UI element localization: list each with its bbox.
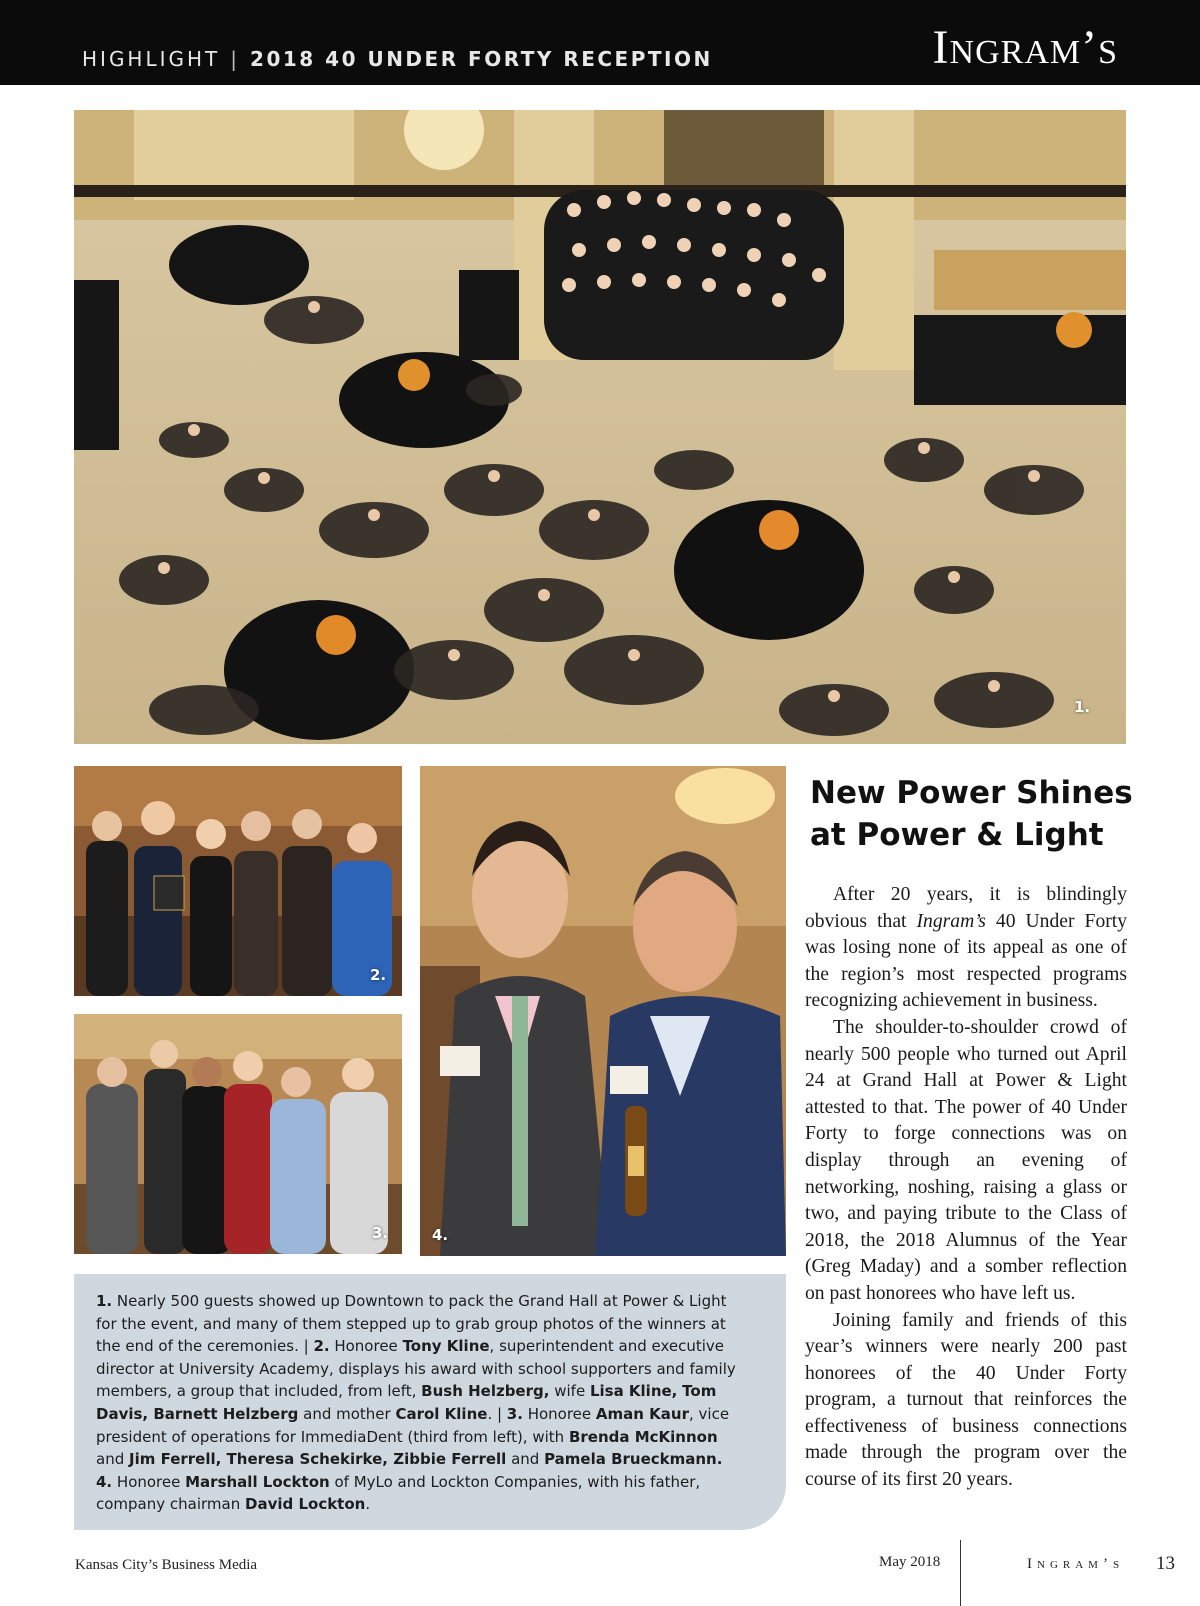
caption-person: Bush Helzberg, <box>421 1382 550 1401</box>
article-paragraph-2: The shoulder-to-shoulder crowd of nearly 500 people who turned out April 24 at Grand Hall at Power & Light attested to that. The power of 40 Under Forty to forge connections was on display through an evening of networking, noshing, raising a glass or two, and paying tribute to the Class of 2018, the 2018 Alumnus of the Year (Greg Maday) and a somber reflection on past honorees who have left us. <box>805 1016 1127 1304</box>
caption-text: , vice president of operations for ImmediaDent (third from left), with <box>96 1404 730 1446</box>
photo-grand-hall-crowd <box>74 110 1126 744</box>
crowd-photo-illustration <box>74 110 1126 744</box>
caption-text: . <box>365 1495 371 1514</box>
event-title: 2018 40 UNDER FORTY RECEPTION <box>250 47 713 71</box>
caption-person: Brenda McKinnon <box>568 1427 718 1446</box>
photo-number-1: 1. <box>1074 698 1091 716</box>
photo-caption <box>96 1290 746 1516</box>
caption-text: Nearly 500 guests showed up Downtown to pack the Grand Hall at Power & Light for the event, and many of them stepped up to grab group photos of the winners at the end of the ceremonies. | <box>96 1292 727 1356</box>
caption-text: and mother <box>298 1404 396 1423</box>
group-photo-illustration <box>74 1014 402 1254</box>
caption-person: Carol Kline <box>395 1404 488 1423</box>
photo-number-4: 4. <box>432 1226 449 1244</box>
photo-caption-box <box>74 1274 786 1530</box>
footer-publication: Kansas City’s Business Media <box>75 1557 258 1573</box>
footer-divider <box>960 1540 961 1606</box>
caption-text: Honoree <box>112 1472 186 1491</box>
caption-number: 1. <box>96 1292 113 1310</box>
footer-date: May 2018 <box>879 1554 941 1570</box>
article-headline <box>810 772 1140 856</box>
caption-person: Lisa Kline, <box>589 1382 678 1401</box>
caption-person: Tom Davis, Barnett Helzberg <box>96 1382 717 1423</box>
photo-aman-kaur-group <box>74 1014 402 1254</box>
caption-person: Marshall Lockton <box>185 1472 330 1491</box>
caption-text: wife <box>549 1382 590 1401</box>
photo-number-2: 2. <box>370 966 387 984</box>
caption-text: and <box>96 1450 129 1469</box>
caption-text: Honoree <box>329 1337 403 1356</box>
group-photo-illustration <box>74 766 402 996</box>
caption-person: Aman Kaur <box>595 1404 690 1423</box>
paragraph-text: 40 Under Forty was losing none of its appeal as one of the region’s most respected programs recognizing achievement in business. <box>805 910 1128 1012</box>
photo-number-3: 3. <box>372 1224 389 1242</box>
caption-person: David Lockton <box>245 1495 366 1514</box>
caption-text: and <box>506 1450 545 1469</box>
headline-line-2: at Power & Light <box>810 817 1104 853</box>
publication-name-italic: Ingram’s <box>916 910 986 932</box>
caption-person: Tony Kline <box>402 1337 490 1356</box>
photo-marshall-david-lockton <box>420 766 786 1256</box>
caption-number: 3. <box>506 1404 523 1423</box>
caption-text: Honoree <box>522 1404 596 1423</box>
footer-brand: Ingram’s <box>1027 1556 1125 1572</box>
section-label: HIGHLIGHT <box>82 47 221 71</box>
headline-line-1: New Power Shines <box>810 775 1133 811</box>
caption-number: 2. <box>313 1337 330 1356</box>
portrait-photo-illustration <box>420 766 786 1256</box>
caption-text: . | <box>487 1404 507 1423</box>
paragraph-text: After 20 years, it is blindingly obvious that <box>805 884 1127 932</box>
article-body <box>805 882 1127 1494</box>
caption-number: 4. <box>96 1472 113 1491</box>
section-kicker <box>82 47 713 71</box>
caption-person: Pamela Brueckmann. <box>544 1450 723 1469</box>
page-number: 13 <box>1156 1553 1175 1574</box>
caption-person: Jim Ferrell, Theresa Schekirke, Zibbie Ferrell <box>129 1450 507 1469</box>
masthead-logo: Ingram’s <box>932 21 1118 74</box>
article-paragraph-3: Joining family and friends of this year’s winners were nearly 200 past honorees of the 40 Under Forty program, a turnout that reinforces the effectiveness of business connections made through the program over the course of its first 20 years. <box>805 1309 1127 1491</box>
kicker-separator: | <box>230 47 241 71</box>
caption-text: of MyLo and Lockton Companies, with his father, company chairman <box>96 1472 701 1514</box>
header-band <box>0 0 1200 85</box>
photo-tony-kline-group <box>74 766 402 996</box>
caption-text: , superintendent and executive director at University Academy, displays his award with school supporters and family members, a group that included, from left, <box>96 1337 736 1401</box>
article-paragraph-1 <box>805 882 1127 1015</box>
